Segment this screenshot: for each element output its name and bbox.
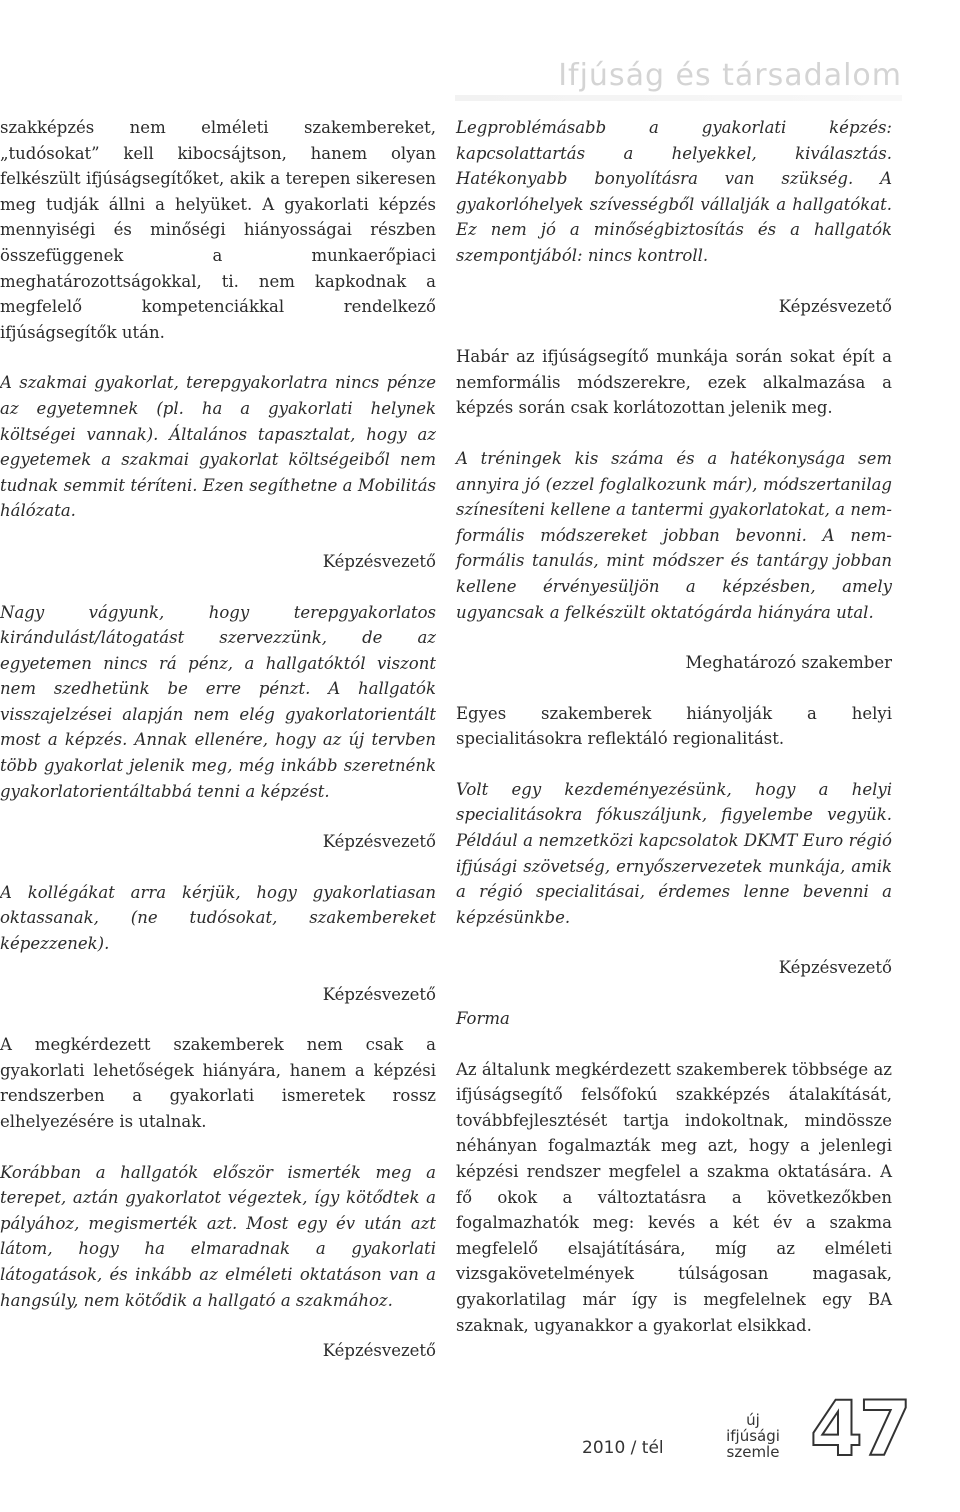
quote-attribution: Képzésvezető xyxy=(322,551,436,571)
quote-attribution: Képzésvezető xyxy=(778,296,892,316)
logo-line: új xyxy=(746,1411,760,1429)
quote: Volt egy kezdeményezésünk, hogy a helyi specialitásokra fókuszáljunk, figyelembe vegyük. Például a nemzetközi kapcsolatok DKMT Euro régió ifjúsági szövetség, ernyőszervezetek munkája, amik a régió specialitásai, érdemes lenne bevenni a képzésünkbe. xyxy=(456,779,892,927)
logo-line: ifjúsági xyxy=(726,1427,780,1445)
section-header: Ifjúság és társadalom xyxy=(558,58,902,93)
paragraph: Habár az ifjúságsegítő munkája során sokat épít a nemformális módszerekre, ezek alkalmazása a képzés során csak korlátozottan jelenik meg. xyxy=(456,347,892,418)
quote-attribution: Képzésvezető xyxy=(322,984,436,1004)
quote: A kollégákat arra kérjük, hogy gyakorlatiasan oktassanak, (ne tudósokat, szakembereket képezzenek). xyxy=(0,882,436,954)
quote: A tréningek kis száma és a hatékonysága sem annyira jó (ezzel foglalkozunk már), módszertanilag színesíteni kellene a tantermi gyakorlatokat, a nem-formális módszereket jobban bevonni. A nem-formális tanulás, mint módszer és tantárgy jobban kellene érvényesüljön a képzésben, amely ugyancsak a felkészült oktatógárda hiányára utal. xyxy=(456,448,892,622)
paragraph: Az általunk megkérdezett szakemberek többsége az ifjúságsegítő felsőfokú szakképzés átalakítását, továbbfejlesztését tartja indokoltnak, mindössze néhányan fogalmazták meg azt, hogy a jelenlegi képzési rendszer megfelel a szakma oktatására. A fő okok a változtatásra a következőkben fogalmazhatók meg: kevés a két év a szakma megfelelő elsajátítására, míg az elméleti vizsgakövetelmények túlságosan magasak, gyakorlatilag már így is megfelelnek egy BA szaknak, ugyanakkor a gyakorlat elsikkad. xyxy=(456,1059,892,1335)
quote-attribution: Képzésvezető xyxy=(778,958,892,978)
left-column xyxy=(0,115,436,1389)
quote-attribution: Képzésvezető xyxy=(322,832,436,852)
section-heading: Forma xyxy=(456,1009,510,1029)
header-bar xyxy=(455,95,902,101)
quote: Legproblémásabb a gyakorlati képzés: kapcsolattartás a helyekkel, kiválasztás. Hatékonyabb bonyolításra van szükség. A gyakorlóhelyek szívességből vállalják a hallgatókat. Ez nem jó a minőségbiztosítás és a hallgatók szempontjából: nincs kontroll. xyxy=(456,118,892,265)
quote-attribution: Meghatározó szakember xyxy=(685,653,892,673)
quote: A szakmai gyakorlat, terepgyakorlatra nincs pénze az egyetemnek (pl. ha a gyakorlati helynek költségei vannak). Általános tapasztalat, hogy az egyetemek a szakmai gyakorlat költségeiből nem tudnak semmit téríteni. Ezen segíthetne a Mobilitás hálózata. xyxy=(0,373,436,521)
logo-line: szemle xyxy=(726,1443,780,1461)
quote: Nagy vágyunk, hogy terepgyakorlatos kirándulást/látogatást szervezzünk, de az egyetemen nincs rá pénz, a hallgatóktól viszont nem szedhetünk be erre pénzt. A hallgatók visszajelzései alapján nem elég gyakorlatorientált most a képzés. Annak ellenére, hogy az új tervben több gyakorlat jelenik meg, még inkább szeretnénk gyakorlatorientáltabbá tenni a képzést. xyxy=(0,602,436,801)
journal-logo xyxy=(708,1412,798,1460)
paragraph: szakképzés nem elméleti szakembereket, „tudósokat” kell kibocsájtson, hanem olyan felkészült ifjúságsegítőket, akik a terepen sikeresen meg tudják állni a helyüket. A gyakorlati képzés mennyiségi és minőségi hiányosságai részben összefüggenek a munkaerőpiaci meghatározottságokkal, ti. nem kapkodnak a megfelelő kompetenciákkal rendelkező ifjúságsegítők után. xyxy=(0,118,436,342)
issue-label: 2010 / tél xyxy=(582,1438,664,1458)
quote-attribution: Képzésvezető xyxy=(322,1341,436,1361)
right-column xyxy=(456,115,892,1363)
page-number: 47 xyxy=(810,1384,908,1473)
paragraph: Egyes szakemberek hiányolják a helyi specialitásokra reflektáló regionalitást. xyxy=(456,703,892,749)
paragraph: A megkérdezett szakemberek nem csak a gyakorlati lehetőségek hiányára, hanem a képzési rendszerben a gyakorlati ismeretek rossz elhelyezésére is utalnak. xyxy=(0,1035,436,1131)
quote: Korábban a hallgatók először ismerték meg a terepet, aztán gyakorlatot végeztek, így kötődtek a pályához, megismerték azt. Most egy év után azt látom, hogy ha elmaradnak a gyakorlati látogatások, és inkább az elméleti oktatáson van a hangsúly, nem kötődik a hallgató a szakmához. xyxy=(0,1162,436,1310)
